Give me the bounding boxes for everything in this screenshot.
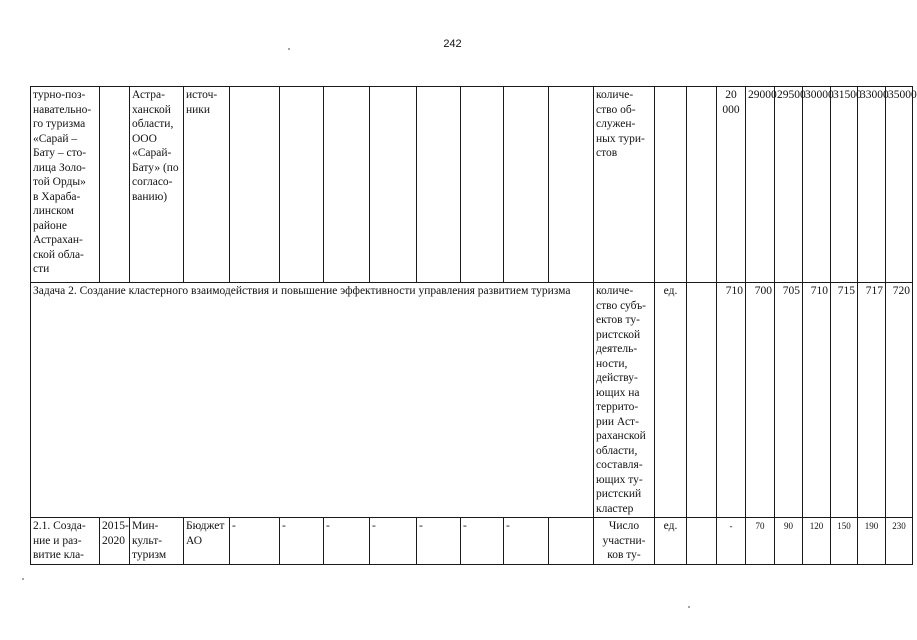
value-cell: 717	[858, 283, 886, 518]
value-cell: 700	[746, 283, 775, 518]
task-heading: Задача 2. Создание кластерного взаимодействия и повышение эффективности управления развитием туризма	[31, 283, 594, 518]
funding-value: -	[504, 518, 549, 565]
scan-speck	[288, 48, 290, 50]
value-cell: 710	[803, 283, 831, 518]
indicator-name: Число участни- ков ту-	[602, 520, 646, 561]
value-cell: 31500	[831, 87, 858, 283]
funding-source: источ- ники	[186, 89, 218, 116]
program-table	[30, 86, 917, 565]
value-cell: 29000	[746, 87, 775, 283]
unit-cell: ед.	[655, 518, 687, 565]
table-row	[31, 518, 913, 565]
value-cell: 710	[717, 283, 746, 518]
indicator-name: количе- ство об- служен- ных тури- стов	[596, 89, 645, 159]
scan-speck	[688, 606, 690, 608]
value-cell: 70	[746, 518, 775, 565]
table-row	[31, 283, 913, 518]
scan-speck	[22, 578, 24, 580]
value-cell: 20 000	[717, 87, 746, 283]
executor: Астра- ханской области, ООО «Сарай- Бату» (по согласо- ванию)	[132, 89, 179, 203]
value-cell: 29500	[775, 87, 803, 283]
value-cell: 90	[775, 518, 803, 565]
value-cell: 230	[886, 518, 913, 565]
unit-cell: ед.	[655, 283, 687, 518]
value-cell: 30000	[803, 87, 831, 283]
value-cell: 190	[858, 518, 886, 565]
funding-value: -	[370, 518, 417, 565]
funding-value: -	[230, 518, 280, 565]
value-cell: 720	[886, 283, 913, 518]
funding-value: -	[280, 518, 324, 565]
funding-value: -	[324, 518, 370, 565]
value-cell: 33000	[858, 87, 886, 283]
value-cell: 150	[831, 518, 858, 565]
measure-name: 2.1. Созда- ние и раз- витие кла-	[33, 520, 86, 561]
funding-value: -	[461, 518, 504, 565]
indicator-name: количе- ство субъ- ектов ту- ристской деятель- ности, действу- ющих на террито- рии Аст- раханской области, составля- ющих ту- ристский кластер	[596, 285, 646, 515]
measure-name: турно-поз- навательно- го туризма «Сарай – Бату – сто- лица Золо- той Орды» в Хараба- линском районе Астрахан- ской обла- сти	[33, 89, 92, 275]
years: 2015- 2020	[102, 520, 129, 547]
executor: Мин- культ- туризм	[132, 520, 167, 561]
value-cell: 715	[831, 283, 858, 518]
funding-value: -	[417, 518, 461, 565]
table-row	[31, 87, 913, 283]
value-cell: 35000	[886, 87, 913, 283]
value-cell: 705	[775, 283, 803, 518]
page-number: 242	[443, 38, 462, 50]
value-cell: 120	[803, 518, 831, 565]
funding-source: Бюджет АО	[186, 520, 225, 547]
value-cell: -	[717, 518, 746, 565]
